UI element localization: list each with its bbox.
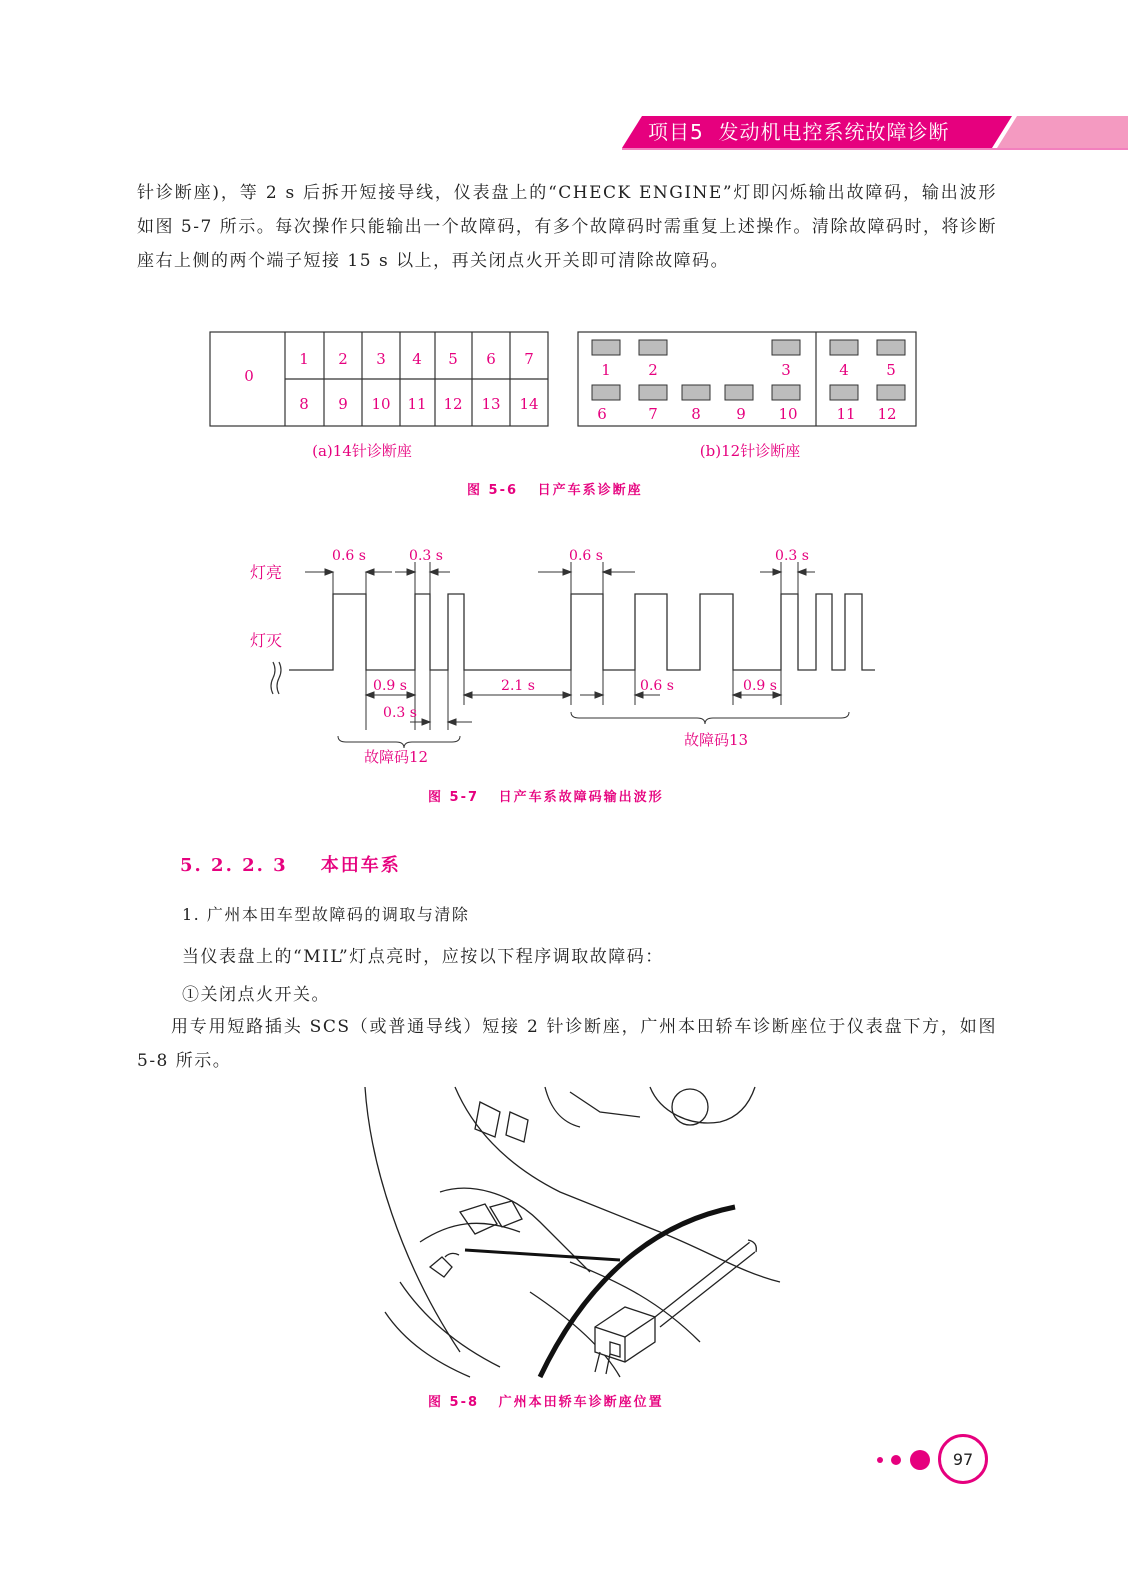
paragraph-text: 用专用短路插头 SCS（或普通导线）短接 2 针诊断座，广州本田轿车诊断座位于仪表盘下方，如图 5-8 所示。 [137, 1017, 997, 1071]
brace-code12 [338, 736, 460, 748]
duration-label: 0.6 s [332, 548, 366, 564]
pin-label: 3 [781, 361, 791, 379]
figure-5-8-illustration [360, 1082, 800, 1382]
pin-label: 9 [338, 395, 348, 413]
pin-label: 6 [486, 350, 496, 368]
label-light-on: 灯亮 [250, 563, 283, 582]
duration-label: 2.1 s [501, 678, 535, 694]
pin-label: 0 [244, 367, 254, 385]
label-light-off: 灯灭 [250, 631, 283, 650]
page-dots [875, 1448, 935, 1472]
subfigure-caption-b: (b)12针诊断座 [699, 442, 801, 460]
pin-label: 4 [839, 361, 849, 379]
waveform-line [289, 594, 875, 670]
pin-label: 5 [886, 361, 896, 379]
body-paragraph [137, 1010, 997, 1078]
body-line: 当仪表盘上的“MIL”灯点亮时，应按以下程序调取故障码： [182, 947, 664, 967]
section-heading: 5. 2. 2. 3 本田车系 [180, 855, 401, 876]
duration-label: 0.6 s [569, 548, 603, 564]
duration-label: 0.6 s [640, 678, 674, 694]
pin-label: 7 [648, 405, 658, 423]
pin-label: 1 [299, 350, 309, 368]
fault-code-13-label: 故障码13 [683, 731, 749, 749]
pin-label: 2 [648, 361, 658, 379]
duration-label: 0.9 s [743, 678, 777, 694]
pin-label: 12 [877, 405, 897, 423]
brace-code13 [571, 712, 849, 724]
pin-label: 2 [338, 350, 348, 368]
duration-label: 0.3 s [383, 705, 417, 721]
duration-label: 0.9 s [373, 678, 407, 694]
pin-label: 1 [601, 361, 611, 379]
pin-label: 13 [481, 395, 501, 413]
connector-12pin [578, 332, 916, 426]
pin-label: 12 [443, 395, 463, 413]
pin-label: 3 [376, 350, 386, 368]
body-line: ①关闭点火开关。 [182, 985, 330, 1005]
chapter-title: 项目5 发动机电控系统故障诊断 [648, 120, 950, 144]
pin-label: 11 [836, 405, 856, 423]
page-number: 97 [938, 1434, 988, 1484]
pin-label: 9 [736, 405, 746, 423]
pin-label: 11 [407, 395, 427, 413]
break-mark [271, 662, 281, 694]
body-paragraph [137, 176, 997, 278]
pin-label: 5 [448, 350, 458, 368]
fault-code-12-label: 故障码12 [363, 748, 429, 766]
paragraph-text: 针诊断座)，等 2 s 后拆开短接导线，仪表盘上的“CHECK ENGINE”灯即闪烁输出故障码，输出波形如图 5-7 所示。每次操作只能输出一个故障码，有多个故障码时需重复上述操作。清除故障码时，将诊断座右上侧的两个端子短接 15 s 以上，再关闭点火开关即可清除故障码。 [137, 183, 997, 271]
figure-5-6 [205, 325, 925, 465]
pin-label: 8 [299, 395, 309, 413]
pin-label: 6 [597, 405, 607, 423]
pin-label: 7 [524, 350, 534, 368]
figure-caption: 图 5-6 日产车系诊断座 [467, 483, 643, 498]
duration-label: 0.3 s [409, 548, 443, 564]
pin-label: 4 [412, 350, 422, 368]
pin-label: 10 [778, 405, 798, 423]
pin-label: 14 [519, 395, 539, 413]
figure-5-7 [240, 540, 900, 775]
figure-caption: 图 5-7 日产车系故障码输出波形 [428, 790, 664, 805]
duration-label: 0.3 s [775, 548, 809, 564]
pin-label: 10 [371, 395, 391, 413]
subheading: 1. 广州本田车型故障码的调取与清除 [182, 905, 470, 924]
pin-label: 8 [691, 405, 701, 423]
figure-caption: 图 5-8 广州本田轿车诊断座位置 [428, 1395, 664, 1410]
subfigure-caption-a: (a)14针诊断座 [312, 442, 412, 460]
